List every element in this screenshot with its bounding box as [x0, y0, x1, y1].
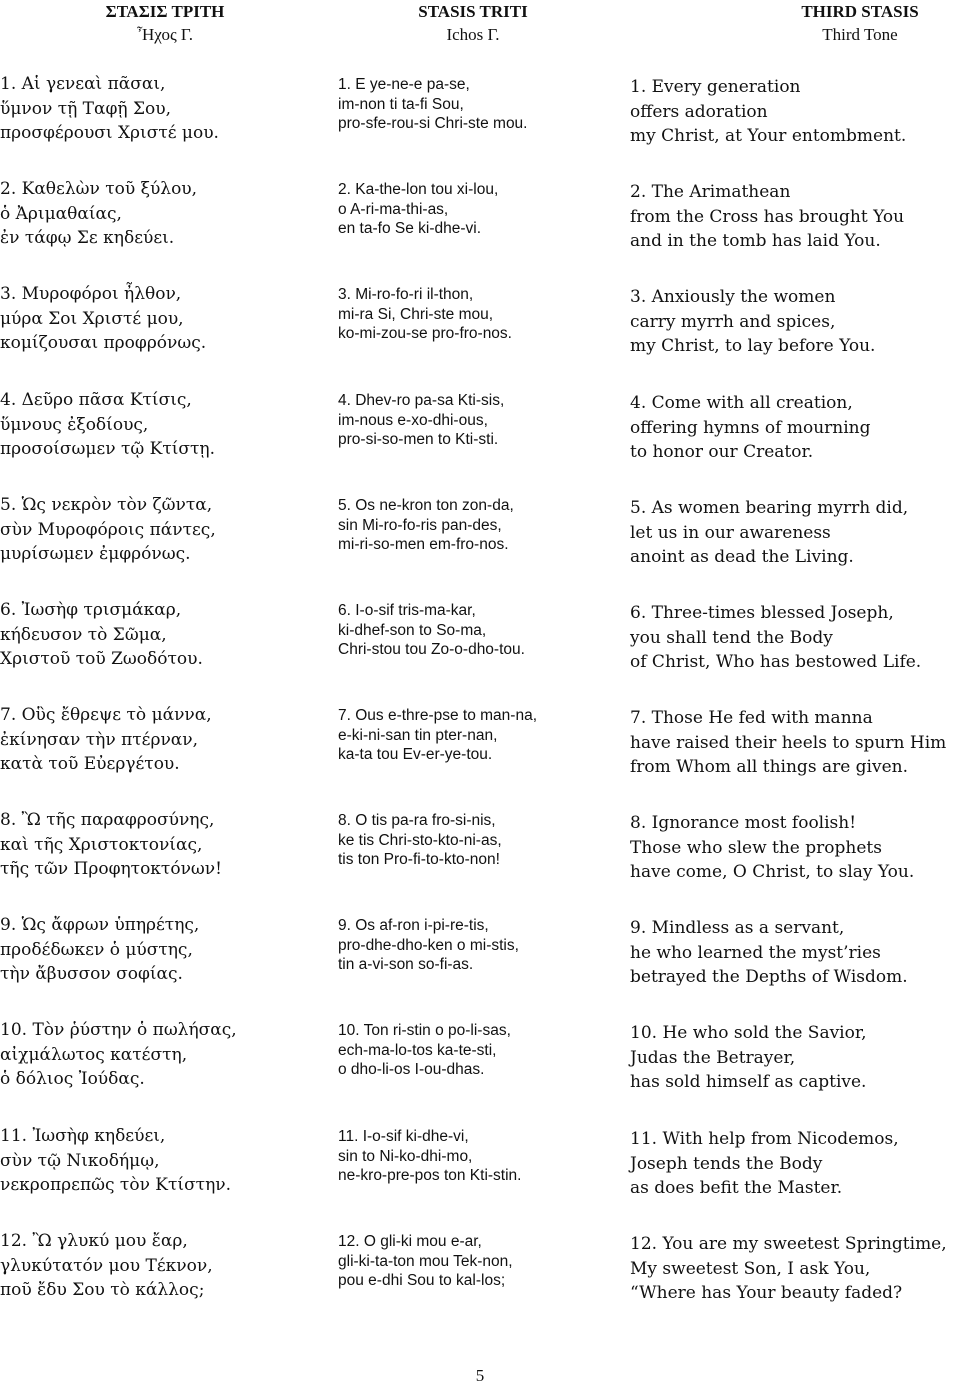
translit-stanza-line: 5. Os ne-kron ton zon-da, — [338, 497, 514, 514]
translit-stanza-11 — [338, 1127, 618, 1186]
translit-stanza-1 — [338, 75, 618, 134]
greek-stanza-line: τὴν ἄβυσσον σοφίας. — [0, 964, 183, 984]
english-stanza-line: to honor our Creator. — [630, 442, 814, 462]
greek-stanza-6 — [0, 598, 330, 672]
greek-stanza-7 — [0, 703, 330, 777]
english-stanza-line: my Christ, at Your entombment. — [630, 126, 907, 146]
translit-stanza-7 — [338, 706, 618, 765]
translit-stanza-line: mi-ri-so-men em-fro-nos. — [338, 536, 509, 553]
translit-stanza-4 — [338, 391, 618, 450]
greek-stanza-line: 1. Αἱ γενεαὶ πᾶσαι, — [0, 74, 166, 94]
english-stanza-line: and in the tomb has laid You. — [630, 231, 881, 251]
english-stanza-5 — [630, 496, 960, 570]
translit-stanza-line: pro-dhe-dho-ken o mi-stis, — [338, 936, 519, 954]
english-stanza-line: 3. Anxiously the women — [630, 287, 836, 307]
greek-stanza-line: κατὰ τοῦ Εὐεργέτου. — [0, 754, 180, 774]
english-stanza-line: my Christ, to lay before You. — [630, 336, 876, 356]
greek-stanza-line: σὺν Μυροφόροις πάντες, — [0, 519, 216, 540]
greek-stanza-line: κομίζουσαι προφρόνως. — [0, 333, 207, 353]
greek-stanza-line: ὁ Ἀριμαθαίας, — [0, 203, 122, 224]
greek-stanza-11 — [0, 1124, 330, 1198]
translit-stanza-line: 2. Ka-the-lon tou xi-lou, — [338, 181, 499, 198]
greek-stanza-line: τῆς τῶν Προφητοκτόνων! — [0, 859, 222, 879]
translit-stanza-line: 10. Ton ri-stin o po-li-sas, — [338, 1022, 511, 1039]
greek-stanza-line: μύρα Σοι Χριστέ μου, — [0, 308, 184, 329]
english-stanza-line: “Where has Your beauty faded? — [630, 1283, 903, 1303]
greek-stanza-line: 9. Ὡς ἄφρων ὑπηρέτης, — [0, 915, 200, 935]
greek-stanza-line: νεκροπρεπῶς τὸν Κτίστην. — [0, 1175, 232, 1195]
translit-stanza-line: en ta-fo Se ki-dhe-vi. — [338, 220, 482, 237]
greek-stanza-5 — [0, 493, 330, 567]
english-column-header — [760, 0, 960, 46]
greek-stanza-line: ὁ δόλιος Ἰούδας. — [0, 1069, 145, 1089]
english-stanza-line: have come, O Christ, to slay You. — [630, 862, 915, 882]
greek-stanza-line: ἐν τάφῳ Σε κηδεύει. — [0, 228, 175, 248]
translit-stanza-10 — [338, 1021, 618, 1080]
greek-stanza-line: ποῦ ἔδυ Σου τὸ κάλλος; — [0, 1280, 205, 1300]
greek-stanza-line: 10. Τὸν ῥύστην ὁ πωλήσας, — [0, 1020, 237, 1040]
translit-stanza-line: im-non ti ta-fi Sou, — [338, 95, 464, 113]
english-stanza-line: Those who slew the prophets — [630, 837, 882, 858]
translit-stanza-6 — [338, 601, 618, 660]
greek-stanza-line: καὶ τῆς Χριστοκτονίας, — [0, 834, 203, 855]
english-stanza-6 — [630, 601, 960, 675]
translit-stanza-line: sin to Ni-ko-dhi-mo, — [338, 1147, 473, 1165]
translit-stanza-line: tin a-vi-son so-fi-as. — [338, 956, 474, 973]
english-stanza-line: 11. With help from Nicodemos, — [630, 1129, 899, 1149]
greek-stanza-line: μυρίσωμεν ἐμφρόνως. — [0, 544, 191, 564]
english-stanza-line: you shall tend the Body — [630, 627, 833, 648]
greek-stanza-line: προσοίσωμεν τῷ Κτίστῃ. — [0, 439, 216, 459]
english-stanza-line: 12. You are my sweetest Springtime, — [630, 1234, 947, 1254]
english-stanza-2 — [630, 180, 960, 254]
greek-stanza-line: ὕμνους ἐξοδίους, — [0, 414, 149, 435]
translit-stanza-line: mi-ra Si, Chri-ste mou, — [338, 305, 494, 323]
english-stanza-4 — [630, 391, 960, 465]
translit-stanza-line: 12. O gli-ki mou e-ar, — [338, 1233, 482, 1250]
english-stanza-line: 2. The Arimathean — [630, 182, 791, 202]
translit-header-subtitle: Ichos Γ. — [446, 25, 500, 44]
greek-header-subtitle: Ἦχος Γ. — [137, 25, 193, 44]
translit-stanza-line: ech-ma-lo-tos ka-te-sti, — [338, 1041, 497, 1059]
translit-stanza-line: ne-kro-pre-pos ton Kti-stin. — [338, 1167, 522, 1184]
greek-stanza-line: προδέδωκεν ὁ μύστης, — [0, 939, 193, 960]
english-stanza-line: of Christ, Who has bestowed Life. — [630, 652, 922, 672]
english-stanza-line: offers adoration — [630, 101, 768, 122]
greek-stanza-8 — [0, 808, 330, 882]
translit-stanza-line: im-nous e-xo-dhi-ous, — [338, 411, 488, 429]
greek-header-title: ΣΤΑΣΙΣ ΤΡΙΤΗ — [105, 2, 225, 21]
translit-stanza-line: 3. Mi-ro-fo-ri il-thon, — [338, 286, 474, 303]
translit-stanza-line: pro-si-so-men to Kti-sti. — [338, 431, 499, 448]
english-stanza-line: as does befit the Master. — [630, 1178, 843, 1198]
english-stanza-line: 5. As women bearing myrrh did, — [630, 498, 909, 518]
translit-stanza-line: ki-dhef-son to So-ma, — [338, 621, 487, 639]
english-stanza-7 — [630, 706, 960, 780]
english-stanza-9 — [630, 916, 960, 990]
english-stanza-line: 8. Ignorance most foolish! — [630, 813, 857, 833]
greek-stanza-line: 4. Δεῦρο πᾶσα Κτίσις, — [0, 390, 192, 410]
translit-stanza-line: 1. E ye-ne-e pa-se, — [338, 76, 470, 93]
translit-stanza-8 — [338, 811, 618, 870]
greek-stanza-line: ὕμνον τῇ Ταφῇ Σου, — [0, 98, 171, 119]
translit-stanza-5 — [338, 496, 618, 555]
english-stanza-8 — [630, 811, 960, 885]
translit-stanza-line: pro-sfe-rou-si Chri-ste mou. — [338, 115, 528, 132]
english-stanza-line: My sweetest Son, I ask You, — [630, 1258, 871, 1279]
greek-stanza-12 — [0, 1229, 330, 1303]
greek-stanza-line: 2. Καθελὼν τοῦ ξύλου, — [0, 179, 198, 199]
english-stanza-line: have raised their heels to spurn Him — [630, 732, 947, 753]
greek-stanza-line: 11. Ἰωσὴφ κηδεύει, — [0, 1126, 166, 1146]
greek-stanza-line: 8. Ὢ τῆς παραφροσύνης, — [0, 810, 215, 830]
translit-stanza-line: ka-ta tou Ev-er-ye-tou. — [338, 746, 493, 763]
greek-stanza-line: 6. Ἰωσὴφ τρισμάκαρ, — [0, 600, 182, 620]
english-stanza-line: he who learned the myst’ries — [630, 942, 881, 963]
english-stanza-12 — [630, 1232, 960, 1306]
english-stanza-11 — [630, 1127, 960, 1201]
greek-stanza-line: σὺν τῷ Νικοδήμῳ, — [0, 1150, 160, 1171]
greek-stanza-line: ἐκίνησαν τὴν πτέρναν, — [0, 729, 199, 750]
translit-stanza-3 — [338, 285, 618, 344]
greek-stanza-9 — [0, 913, 330, 987]
translit-stanza-line: 8. O tis pa-ra fro-si-nis, — [338, 812, 496, 829]
greek-stanza-line: 7. Οὓς ἔθρεψε τὸ μάννα, — [0, 705, 212, 725]
greek-stanza-1 — [0, 72, 330, 146]
translit-stanza-line: e-ki-ni-san tin pter-nan, — [338, 726, 498, 744]
translit-header-title: STASIS TRITI — [418, 2, 528, 21]
english-stanza-line: 1. Every generation — [630, 77, 801, 97]
english-stanza-line: anoint as dead the Living. — [630, 547, 854, 567]
english-stanza-1 — [630, 75, 960, 149]
english-stanza-3 — [630, 285, 960, 359]
translit-stanza-12 — [338, 1232, 618, 1291]
english-stanza-10 — [630, 1021, 960, 1095]
greek-stanza-10 — [0, 1018, 330, 1092]
translit-stanza-line: Chri-stou tou Zo-o-dho-tou. — [338, 641, 525, 658]
page-number: 5 — [475, 1366, 485, 1385]
translit-stanza-line: 11. I-o-sif ki-dhe-vi, — [338, 1128, 469, 1145]
greek-stanza-line: 5. Ὡς νεκρὸν τὸν ζῶντα, — [0, 495, 213, 515]
english-stanza-line: let us in our awareness — [630, 522, 831, 543]
greek-stanza-line: Χριστοῦ τοῦ Ζωοδότου. — [0, 649, 203, 669]
greek-column-header — [0, 0, 330, 46]
english-stanza-line: 6. Three-times blessed Joseph, — [630, 603, 894, 623]
greek-stanza-3 — [0, 282, 330, 356]
translit-stanza-line: o dho-li-os I-ou-dhas. — [338, 1061, 485, 1078]
translit-stanza-line: o A-ri-ma-thi-as, — [338, 200, 449, 218]
translit-stanza-line: tis ton Pro-fi-to-kto-non! — [338, 851, 500, 868]
english-header-title: THIRD STASIS — [801, 2, 919, 21]
english-stanza-line: 9. Mindless as a servant, — [630, 918, 845, 938]
greek-stanza-line: κήδευσον τὸ Σῶμα, — [0, 624, 167, 645]
english-stanza-line: from Whom all things are given. — [630, 757, 909, 777]
greek-stanza-line: 12. Ὢ γλυκύ μου ἔαρ, — [0, 1231, 188, 1251]
greek-stanza-line: προσφέρουσι Χριστέ μου. — [0, 123, 219, 143]
english-stanza-line: from the Cross has brought You — [630, 206, 905, 227]
translit-stanza-line: pou e-dhi Sou to kal-los; — [338, 1272, 506, 1289]
english-stanza-line: Judas the Betrayer, — [630, 1047, 796, 1068]
greek-stanza-2 — [0, 177, 330, 251]
translit-stanza-line: sin Mi-ro-fo-ris pan-des, — [338, 516, 502, 534]
translit-stanza-2 — [338, 180, 618, 239]
english-stanza-line: Joseph tends the Body — [630, 1153, 823, 1174]
greek-stanza-4 — [0, 388, 330, 462]
greek-stanza-line: αἰχμάλωτος κατέστη, — [0, 1044, 188, 1065]
translit-stanza-line: 6. I-o-sif tris-ma-kar, — [338, 602, 476, 619]
greek-stanza-line: γλυκύτατόν μου Τέκνον, — [0, 1255, 213, 1276]
translit-stanza-line: gli-ki-ta-ton mou Tek-non, — [338, 1252, 513, 1270]
greek-stanza-line: 3. Μυροφόροι ἦλθον, — [0, 284, 182, 304]
translit-stanza-line: 4. Dhev-ro pa-sa Kti-sis, — [338, 392, 505, 409]
english-stanza-line: betrayed the Depths of Wisdom. — [630, 967, 908, 987]
translit-stanza-line: 9. Os af-ron i-pi-re-tis, — [338, 917, 489, 934]
english-stanza-line: carry myrrh and spices, — [630, 311, 836, 332]
translit-stanza-line: 7. Ous e-thre-pse to man-na, — [338, 707, 538, 724]
translit-stanza-line: ko-mi-zou-se pro-fro-nos. — [338, 325, 512, 342]
translit-column-header — [338, 0, 608, 46]
english-stanza-line: 4. Come with all creation, — [630, 393, 853, 413]
translit-stanza-9 — [338, 916, 618, 975]
english-stanza-line: 7. Those He fed with manna — [630, 708, 873, 728]
english-stanza-line: offering hymns of mourning — [630, 417, 871, 438]
english-stanza-line: 10. He who sold the Savior, — [630, 1023, 867, 1043]
english-header-subtitle: Third Tone — [822, 25, 898, 44]
translit-stanza-line: ke tis Chri-sto-kto-ni-as, — [338, 831, 502, 849]
english-stanza-line: has sold himself as captive. — [630, 1072, 867, 1092]
